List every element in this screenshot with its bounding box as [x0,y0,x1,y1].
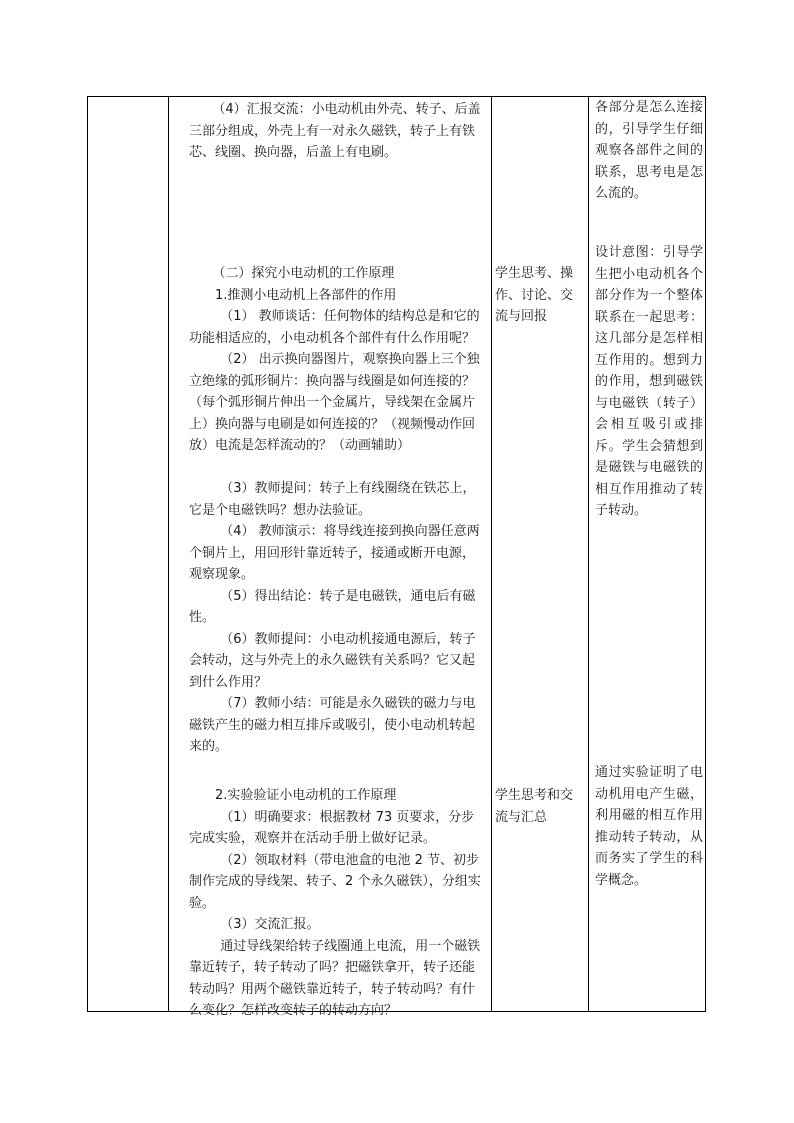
paragraph: 通过实验证明了电动机用电产生磁，利用磁的相互作用推动转子转动，从而务实了学生的科学概念。 [595,765,703,888]
process-block-explore [189,263,485,758]
paragraph: （6）教师提问：小电动机接通电源后，转子会转动，这与外壳上的永久磁铁有关系吗？它又起到什么作用？ [189,631,476,690]
design-intent [595,762,703,891]
paragraph: （5）得出结论：转子是电磁铁，通电后有磁性。 [189,588,476,625]
section-heading: （二）探究小电动机的工作原理 [212,266,395,281]
paragraph: 设计意图：引导学生把小电动机各个部分作为一个整体联系在一起思考：这几部分是怎样相互作用的。想到力的作用，想到磁铁与电磁铁（转子）会相互吸引或排斥。学生会猜想到是磁铁与电磁铁的相互作用推动了转子转动。 [595,245,703,518]
process-block-verify [189,785,485,1022]
paragraph: （2）领取材料（带电池盒的电池 2 节、初步制作完成的导线架、转子、2 个永久磁铁），分组实验。 [189,852,481,911]
column-divider [491,97,492,1011]
subsection-heading: 1.推测小电动机上各部件的作用 [215,287,397,303]
process-block-report [189,99,485,164]
paragraph: （4） 教师演示：将导线连接到换向器任意两个铜片上，用回形针靠近转子，接通或断开电源，观察现象。 [189,524,480,582]
paragraph: （3）交流汇报。 [220,917,320,932]
subsection-heading: 2.实验验证小电动机的工作原理 [215,788,397,803]
paragraph: 学生思考、操作、讨论、交流与回报 [495,266,574,324]
student-activity [495,785,585,828]
design-intent [595,97,703,205]
paragraph: （7）教师小结：可能是永久磁铁的磁力与电磁铁产生的磁力相互排斥或吸引，使小电动机转起来的。 [189,696,476,754]
column-divider [168,97,169,1011]
lesson-table [87,96,706,1018]
paragraph: 学生思考和交流与汇总 [495,788,574,825]
design-intent [595,242,703,522]
paragraph: （1）明确要求：根据教材 73 页要求，分步完成实验，观察并在活动手册上做好记录。 [189,809,475,846]
paragraph: 各部分是怎么连接的，引导学生仔细观察各部件之间的联系，思考电是怎么流的。 [595,100,703,201]
paragraph: 通过导线架给转子线圈通上电流，用一个磁铁靠近转子，转子转动了吗？把磁铁拿开，转子还能转动吗？用两个磁铁靠近转子，转子转动吗？有什么变化？怎样改变转子的转动方向？ [189,938,481,1018]
student-activity [495,263,585,328]
paragraph: （2） 出示换向器图片，观察换向器上三个独立绝缘的弧形铜片：换向器与线圈是如何连接的？（每个弧形铜片伸出一个金属片，导线架在金属片上）换向器与电刷是如何连接的？（视频慢动作回放）电流是怎样流动的？（动画辅助） [189,352,480,453]
paragraph: （3）教师提问：转子上有线圈绕在铁芯上，它是个电磁铁吗？想办法验证。 [189,481,476,518]
column-divider [588,97,589,1011]
paragraph: （1） 教师谈话：任何物体的结构总是和它的功能相适应的，小电动机各个部件有什么作用呢？ [189,309,480,346]
paragraph: （4）汇报交流：小电动机由外壳、转子、后盖三部分组成，外壳上有一对永久磁铁，转子上有铁芯、线圈、换向器，后盖上有电刷。 [189,102,481,160]
